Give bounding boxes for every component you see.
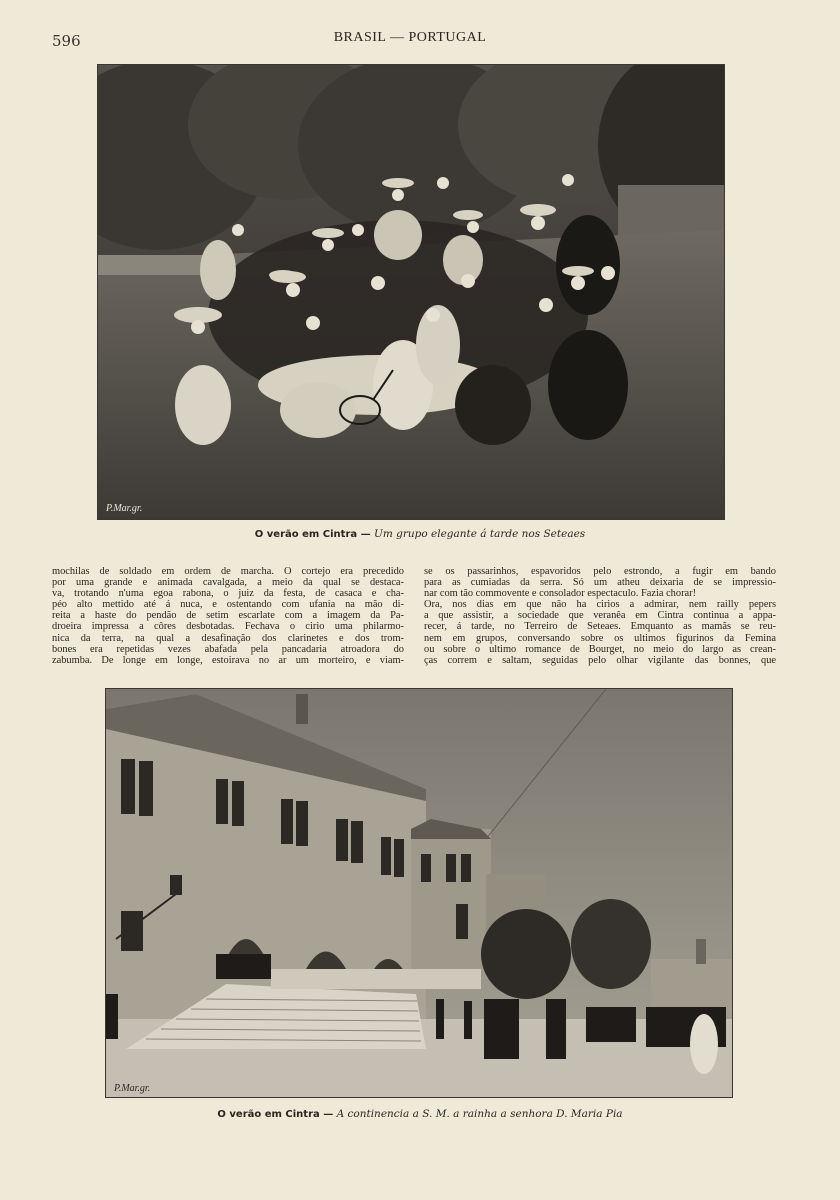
text-line: péo alto mettido até á nuca, e ostentando com ufania na mão di-	[52, 599, 404, 611]
text-line: nem em grupos, conversando sobre os ultimos figurinos da Femina	[424, 632, 776, 644]
group-photo-image	[98, 65, 724, 519]
text-line: a que assistir, a sociedade que veranêa em Cintra continua a appa-	[424, 610, 776, 622]
text-line: por uma grande e animada cavalgada, a meio da qual se destaca-	[52, 577, 404, 589]
text-line: recer, á tarde, no Terreiro de Seteaes. Emquanto as mamãs se reu-	[424, 621, 776, 633]
page-number: 596	[52, 32, 81, 50]
running-title: BRASIL — PORTUGAL	[333, 30, 487, 45]
palace-photo-signature: P.Mar.gr.	[114, 1083, 151, 1094]
caption-text: Um grupo elegante á tarde nos Seteaes	[373, 528, 586, 540]
article-column-left	[52, 566, 404, 666]
group-photo-caption	[0, 528, 840, 540]
text-line: Ora, nos dias em que não ha cirios a admirar, nem railly pepers	[424, 599, 776, 611]
caption-lead: O verão em Cintra —	[254, 529, 371, 540]
text-line: ou sobre o ultimo romance de Bourget, no meio do largo as crean-	[424, 643, 776, 655]
text-line: ças correm e saltam, seguidas pelo olhar vigilante das bonnes, que	[424, 654, 776, 666]
text-line: reita a haste do pendão de setim escarlate com a imagem da Pa-	[52, 610, 404, 622]
text-line: droeira impressa a côres desbotadas. Fechava o cirio uma philarmo-	[52, 621, 404, 633]
text-line: nar com tão commovente e consolador espectaculo. Fazia chorar!	[424, 588, 697, 600]
text-line: nica da terra, na qual a desafinação dos clarinetes e dos trom-	[52, 632, 404, 644]
group-photo-signature: P.Mar.gr.	[106, 503, 143, 514]
group-photo	[97, 64, 725, 520]
text-line: se os passarinhos, espavoridos pelo estrondo, a fugir em bando	[424, 566, 776, 577]
article-column-right	[424, 566, 776, 666]
caption-text: A continencia a S. M. a rainha a senhora D. Maria Pia	[336, 1108, 623, 1120]
text-line: zabumba. De longe em longe, estoirava no ar um morteiro, e viam-	[52, 654, 404, 666]
text-line: bones era repetidas vezes abafada pela pancadaria atroadora do	[52, 643, 404, 655]
text-line: va, trotando n'uma egoa rabona, o juiz da festa, de casaca e cha-	[52, 588, 404, 600]
text-line: para as cumiadas da serra. Só um atheu deixaria de se impressio-	[424, 577, 776, 589]
text-line: mochilas de soldado em ordem de marcha. O cortejo era precedido	[52, 566, 404, 577]
palace-photo	[105, 688, 733, 1098]
palace-photo-image	[106, 689, 732, 1097]
palace-photo-caption	[0, 1108, 840, 1120]
caption-lead: O verão em Cintra —	[217, 1109, 334, 1120]
